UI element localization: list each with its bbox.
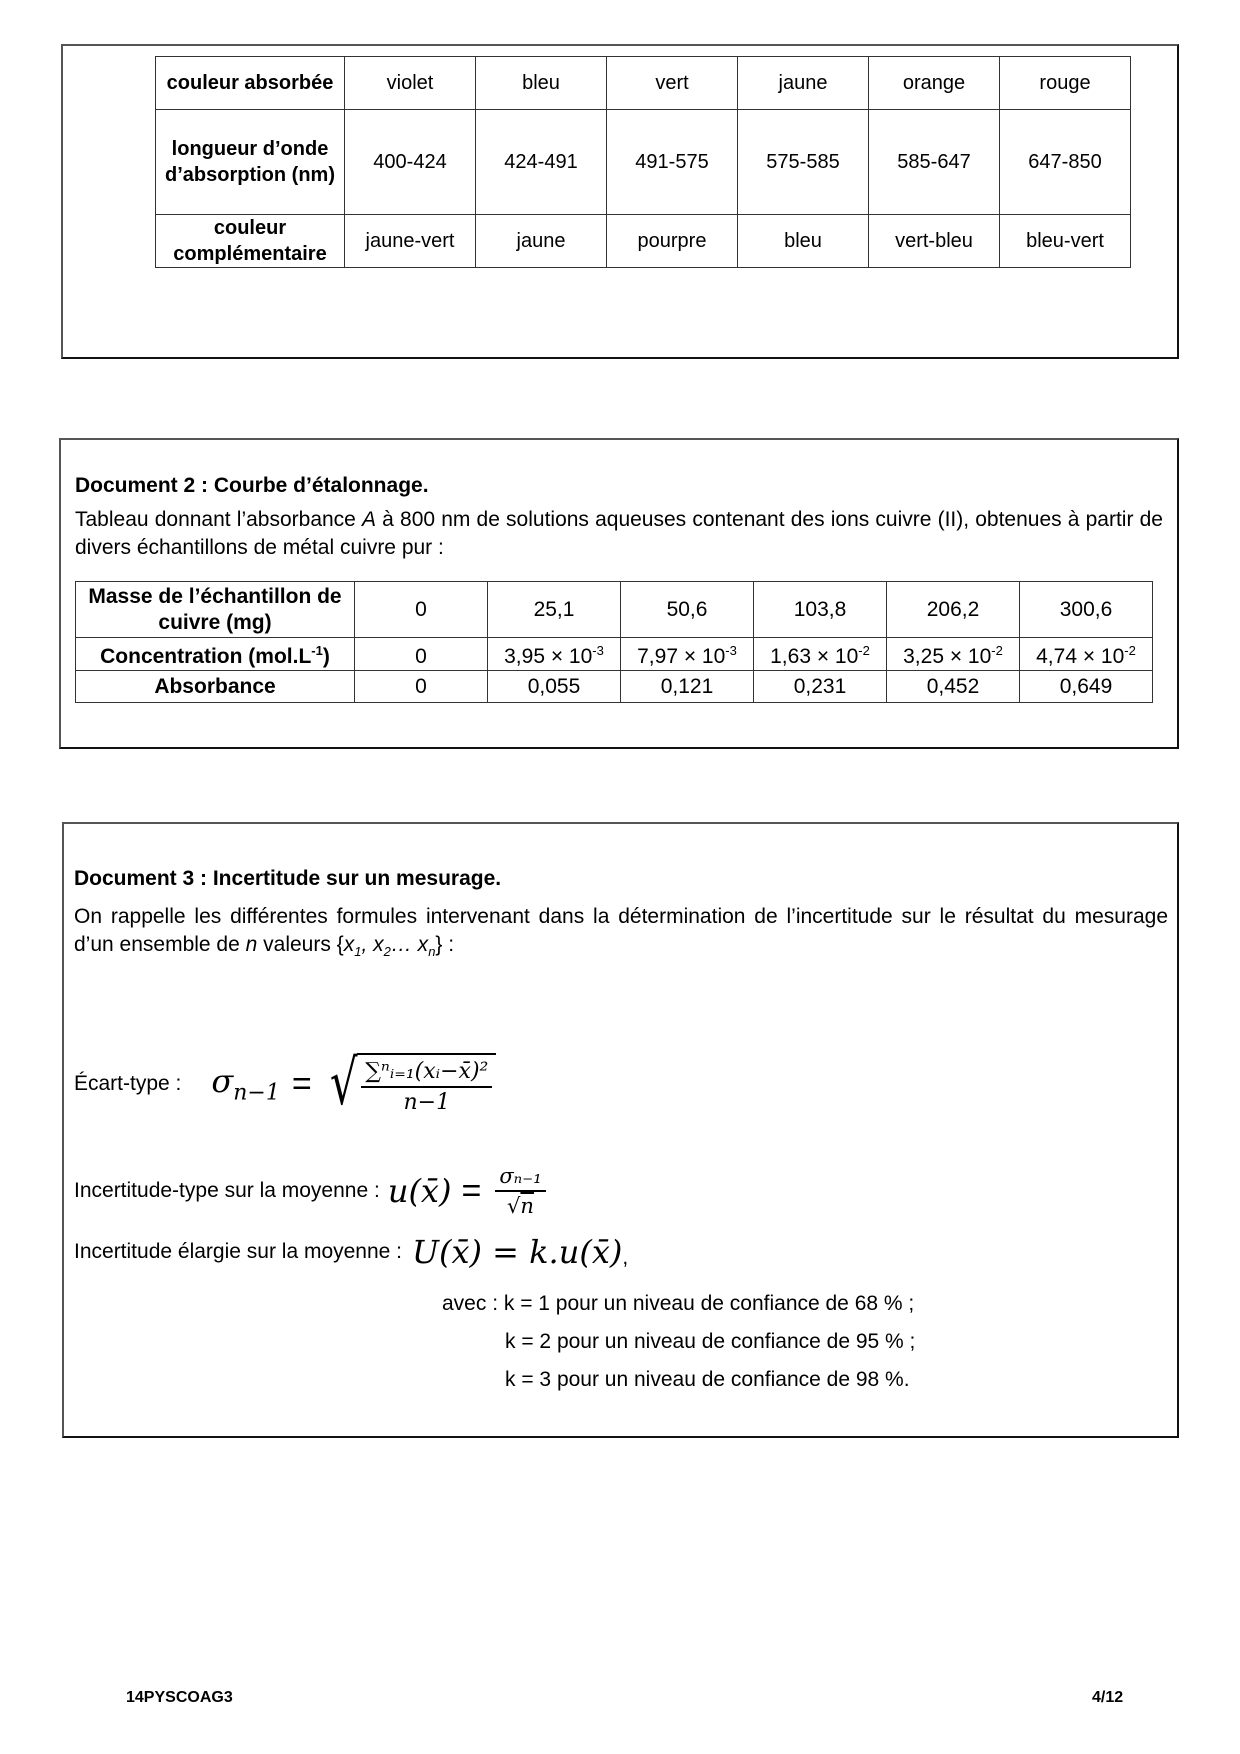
row-header: Absorbance [76,671,355,703]
fraction-denominator: √n [507,1194,534,1218]
radical-sign: √ [329,1046,358,1119]
standard-uncertainty-formula [74,1156,550,1226]
table-cell: 0,121 [621,671,754,703]
document3-intro: On rappelle les différentes formules intervenant dans la détermination de l’incertitude sur le résultat du mesurage d’un ensemble de n valeurs {$x_1$, $x_2\dots$ $x_n$} : [74,905,1168,960]
confidence-line-1: avec : k = 1 pour un niveau de confiance de 68 % ; [442,1292,915,1315]
document1-box [61,44,1179,359]
table-row-wavelength [156,110,1131,215]
color-absorption-table [155,56,1131,268]
equals-sign: = [291,1064,312,1103]
absorbance-variable: A [362,508,377,531]
document2-box [59,438,1179,749]
equals-sign: = [461,1171,482,1210]
table-row-concentration [76,638,1153,671]
table-cell: 25,1 [488,582,621,638]
table-cell: 0,055 [488,671,621,703]
row-header: longueur d’onde d’absorption (nm) [156,110,345,215]
confidence-line-3: k = 3 pour un niveau de confiance de 98 %. [505,1368,910,1391]
fraction-numerator: σₙ₋₁ [495,1164,545,1192]
table-cell: 300,6 [1020,582,1153,638]
table-cell: jaune [738,57,869,110]
row-header: Masse de l’échantillon de cuivre (mg) [76,582,355,638]
confidence-line-2: k = 2 pour un niveau de confiance de 95 % ; [505,1330,916,1353]
table-cell: pourpre [607,215,738,268]
row-header: couleur complémentaire [156,215,345,268]
table-row-absorbed-color [156,57,1131,110]
table-cell: vert [607,57,738,110]
table-cell: 585-647 [869,110,1000,215]
table-cell: bleu-vert [1000,215,1131,268]
table-cell: bleu [476,57,607,110]
table-cell: 491-575 [607,110,738,215]
table-cell: 50,6 [621,582,754,638]
table-cell: $3,95 \times 10^{-3}$ [488,638,621,671]
row-header: couleur absorbée [156,57,345,110]
table-cell: jaune-vert [345,215,476,268]
footer-code: 14PYSCOAG3 [126,1689,233,1706]
intro-text: à 800 nm de solutions aqueuses contenant des ions cuivre (II), obtenues à partir de divers échantillons de métal cuivre pur : [75,508,1163,559]
table-cell: orange [869,57,1000,110]
table-cell: 575-585 [738,110,869,215]
expanded-uncertainty-formula: Incertitude élargie sur la moyenne : U(x̄) = k.u(x̄) , [74,1233,629,1271]
table-cell: bleu [738,215,869,268]
table-cell: 0,649 [1020,671,1153,703]
table-cell: jaune [476,215,607,268]
square-root [324,1046,497,1119]
u-of-mean: u(x̄) [387,1172,452,1210]
table-cell: violet [345,57,476,110]
formula-label: Incertitude-type sur la moyenne : [74,1179,380,1202]
table-cell: vert-bleu [869,215,1000,268]
fraction-denominator: n−1 [403,1090,451,1115]
page-number: 4/12 [1092,1689,1124,1706]
document3-title: Document 3 : Incertitude sur un mesurage. [74,867,502,890]
document2-intro [75,506,1163,562]
table-row-complementary-color [156,215,1131,268]
formula-label: Incertitude élargie sur la moyenne : [74,1240,403,1263]
table-row-absorbance [76,671,1153,703]
row-header: Concentration $(mol.L^{-1})$ [76,638,355,671]
table-cell: rouge [1000,57,1131,110]
table-cell: 0,452 [887,671,1020,703]
table-cell: 0 [355,582,488,638]
table-cell: 647-850 [1000,110,1131,215]
table-cell: 206,2 [887,582,1020,638]
table-cell: 0 [355,671,488,703]
table-cell: 0,231 [754,671,887,703]
document3-box [62,822,1179,1438]
formula-label: Écart-type : [74,1072,182,1095]
table-cell: $7,97 \times 10^{-3}$ [621,638,754,671]
table-cell: 0 [355,638,488,671]
calibration-table [75,581,1153,703]
document2-title: Document 2 : Courbe d’étalonnage. [75,474,429,497]
table-cell: $3,25 \times 10^{-2}$ [887,638,1020,671]
intro-text: Tableau donnant l’absorbance [75,508,363,531]
table-cell: $1,63 \times 10^{-2}$ [754,638,887,671]
table-cell: 400-424 [345,110,476,215]
table-cell: 424-491 [476,110,607,215]
standard-deviation-formula [74,1034,496,1134]
fraction-numerator: ∑ⁿᵢ₌₁(xᵢ−x̄)² [361,1059,492,1088]
expanded-formula: U(x̄) = k.u(x̄) [412,1233,623,1271]
table-cell: $4,74 \times 10^{-2}$ [1020,638,1153,671]
table-row-mass [76,582,1153,638]
table-cell: 103,8 [754,582,887,638]
sigma-symbol: $\sigma_{n-1}$ [211,1062,280,1106]
